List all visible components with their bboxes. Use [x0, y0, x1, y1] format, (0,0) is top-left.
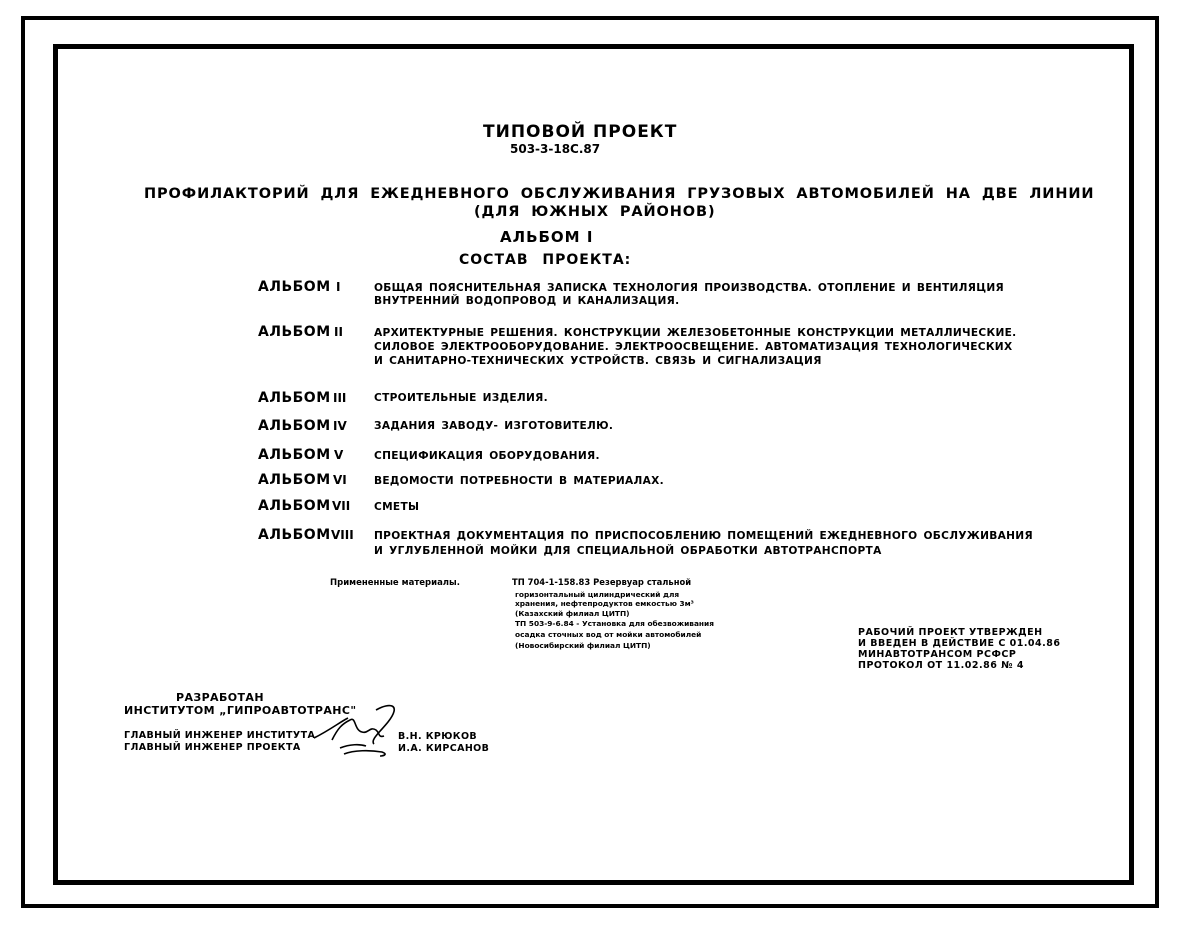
- album-description-line: ЗАДАНИЯ ЗАВОДУ- ИЗГОТОВИТЕЛЮ.: [374, 420, 614, 432]
- album-description-line: АРХИТЕКТУРНЫЕ РЕШЕНИЯ. КОНСТРУКЦИИ ЖЕЛЕЗОБЕТОННЫЕ КОНСТРУКЦИИ МЕТАЛЛИЧЕСКИЕ.: [374, 327, 1017, 339]
- album-label: АЛЬБОМ: [258, 324, 331, 340]
- album-number: I: [336, 280, 341, 294]
- approval-line: ПРОТОКОЛ ОТ 11.02.86 № 4: [858, 660, 1024, 671]
- project-code: 503-3-18С.87: [510, 142, 601, 156]
- album-description-line: И УГЛУБЛЕННОЙ МОЙКИ ДЛЯ СПЕЦИАЛЬНОЙ ОБРАБОТКИ АВТОТРАНСПОРТА: [374, 545, 882, 557]
- materials-label: Примененные материалы.: [330, 578, 460, 588]
- materials-line: (Казахский филиал ЦИТП): [515, 609, 630, 618]
- album-description-line: ОБЩАЯ ПОЯСНИТЕЛЬНАЯ ЗАПИСКА ТЕХНОЛОГИЯ ПРОИЗВОДСТВА. ОТОПЛЕНИЕ И ВЕНТИЛЯЦИЯ: [374, 282, 1004, 294]
- album-number: V: [334, 448, 344, 462]
- album-label: АЛЬБОМ: [258, 472, 331, 488]
- album-description-line: И САНИТАРНО-ТЕХНИЧЕСКИХ УСТРОЙСТВ. СВЯЗЬ И СИГНАЛИЗАЦИЯ: [374, 355, 822, 367]
- materials-line: ТП 503-9-6.84 - Установка для обезвоживания: [515, 619, 714, 628]
- composition-title: СОСТАВ ПРОЕКТА:: [459, 252, 632, 268]
- album-label: АЛЬБОМ: [258, 279, 331, 295]
- project-region: (ДЛЯ ЮЖНЫХ РАЙОНОВ): [474, 204, 716, 220]
- materials-line: осадка сточных вод от мойки автомобилей: [515, 630, 702, 639]
- album-description-line: ВЕДОМОСТИ ПОТРЕБНОСТИ В МАТЕРИАЛАХ.: [374, 475, 664, 487]
- materials-line: (Новосибирский филиал ЦИТП): [515, 641, 651, 650]
- album-description-line: СИЛОВОЕ ЭЛЕКТРООБОРУДОВАНИЕ. ЭЛЕКТРООСВЕЩЕНИЕ. АВТОМАТИЗАЦИЯ ТЕХНОЛОГИЧЕСКИХ: [374, 341, 1013, 353]
- album-label: АЛЬБОМ: [258, 390, 331, 406]
- developed-by: РАЗРАБОТАН: [176, 691, 264, 704]
- album-label: АЛЬБОМ: [258, 447, 331, 463]
- approval-line: И ВВЕДЕН В ДЕЙСТВИЕ С 01.04.86: [858, 638, 1061, 649]
- doc-title: ТИПОВОЙ ПРОЕКТ: [483, 122, 678, 142]
- materials-line: хранения, нефтепродуктов емкостью 3м³: [515, 599, 694, 608]
- album-label: АЛЬБОМ: [258, 527, 331, 543]
- album-description-line: ПРОЕКТНАЯ ДОКУМЕНТАЦИЯ ПО ПРИСПОСОБЛЕНИЮ ПОМЕЩЕНИЙ ЕЖЕДНЕВНОГО ОБСЛУЖИВАНИЯ: [374, 530, 1033, 542]
- chief-project-name: И.А. КИРСАНОВ: [398, 743, 490, 754]
- album-description-line: ВНУТРЕННИЙ ВОДОПРОВОД И КАНАЛИЗАЦИЯ.: [374, 295, 680, 307]
- album-number: VIII: [331, 528, 354, 542]
- chief-project-role: ГЛАВНЫЙ ИНЖЕНЕР ПРОЕКТА: [124, 742, 301, 753]
- approval-line: МИНАВТОТРАНСОМ РСФСР: [858, 649, 1017, 660]
- album-number: VII: [332, 499, 351, 513]
- institute-name: ИНСТИТУТОМ „ГИПРОАВТОТРАНС": [124, 704, 357, 717]
- album-number: III: [333, 391, 347, 405]
- materials-line: ТП 704-1-158.83 Резервуар стальной: [512, 577, 692, 587]
- album-number: VI: [333, 473, 347, 487]
- current-album: АЛЬБОМ I: [500, 228, 594, 246]
- signature-image: [310, 700, 400, 760]
- album-description-line: СПЕЦИФИКАЦИЯ ОБОРУДОВАНИЯ.: [374, 450, 600, 462]
- approval-line: РАБОЧИЙ ПРОЕКТ УТВЕРЖДЕН: [858, 627, 1043, 638]
- album-description-line: СТРОИТЕЛЬНЫЕ ИЗДЕЛИЯ.: [374, 392, 548, 404]
- materials-line: горизонтальный цилиндрический для: [515, 590, 680, 599]
- chief-institute-name: В.Н. КРЮКОВ: [398, 731, 478, 742]
- album-number: II: [334, 325, 343, 339]
- inner-frame: [53, 44, 1134, 885]
- album-label: АЛЬБОМ: [258, 418, 331, 434]
- album-description-line: СМЕТЫ: [374, 501, 420, 513]
- chief-institute-role: ГЛАВНЫЙ ИНЖЕНЕР ИНСТИТУТА: [124, 730, 316, 741]
- project-name: ПРОФИЛАКТОРИЙ ДЛЯ ЕЖЕДНЕВНОГО ОБСЛУЖИВАНИЯ ГРУЗОВЫХ АВТОМОБИЛЕЙ НА ДВЕ ЛИНИИ: [144, 186, 1095, 202]
- album-number: IV: [333, 419, 347, 433]
- album-label: АЛЬБОМ: [258, 498, 331, 514]
